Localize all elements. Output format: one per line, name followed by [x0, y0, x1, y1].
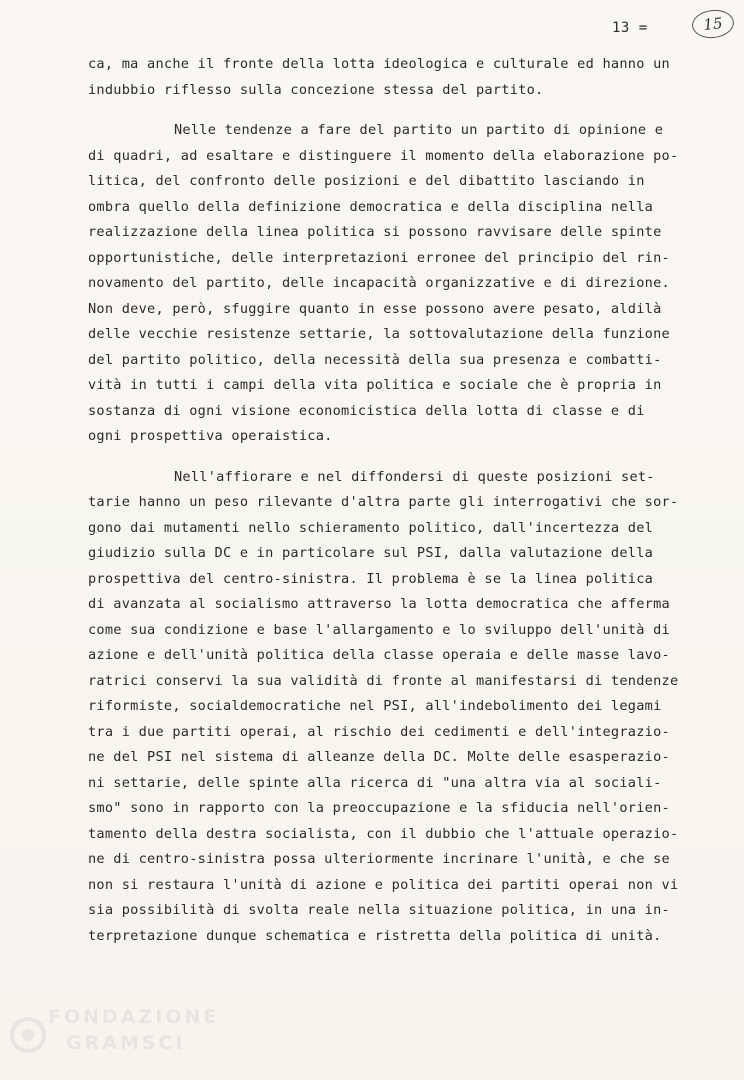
paragraph-2 [88, 118, 708, 450]
text-line: ne di centro-sinistra possa ulteriormente incrinare l'unità, e che se [88, 851, 670, 867]
text-line: prospettiva del centro-sinistra. Il problema è se la linea politica [88, 570, 654, 587]
text-line: sia possibilità di svolta reale nella situazione politica, in una in- [88, 902, 670, 918]
text-line: di avanzata al socialismo attraverso la lotta democratica che afferma [88, 596, 670, 612]
text-line: Non deve, però, sfuggire quanto in esse possono avere pesato, aldilà [88, 300, 662, 317]
text-line: opportunistiche, delle interpretazioni erronee del principio del rin- [88, 249, 670, 266]
text-line: Nell'affiorare e nel diffondersi di queste posizioni set- [174, 468, 655, 485]
watermark-logo [8, 1000, 220, 1070]
text-line: non si restaura l'unità di azione e politica dei partiti operai non vi [88, 876, 679, 893]
text-line: indubbio riflesso sulla concezione stessa del partito. [88, 81, 544, 98]
text-line: realizzazione della linea politica si possono ravvisare delle spinte [88, 224, 662, 240]
text-line: ratrici conservi la sua validità di fronte al manifestarsi di tendenze [88, 672, 679, 689]
watermark-line-1: FONDAZIONE [48, 1006, 220, 1028]
text-line: novamento del partito, delle incapacità organizzative e di direzione. [88, 275, 670, 291]
body-text [88, 52, 708, 964]
text-line: vità in tutti i campi della vita politica e sociale che è propria in [88, 377, 662, 393]
text-line: delle vecchie resistenze settarie, la sottovalutazione della funzione [88, 326, 670, 342]
text-line: ne del PSI nel sistema di alleanze della DC. Molte delle esasperazio- [88, 749, 670, 765]
text-line: sostanza di ogni visione economicistica della lotta di classe e di [88, 402, 645, 419]
text-line: azione e dell'unità politica della classe operaia e delle masse lavo- [88, 647, 670, 663]
paragraph-3 [88, 465, 708, 950]
text-line: come sua condizione e base l'allargamento e lo sviluppo dell'unità di [88, 621, 670, 638]
folio-number-circled: 15 [691, 8, 736, 40]
text-line: smo" sono in rapporto con la preoccupazione e la sfiducia nell'orien- [88, 800, 670, 816]
text-line: giudizio sulla DC e in particolare sul PSI, dalla valutazione della [88, 545, 654, 561]
text-line: litica, del confronto delle posizioni e del dibattito lasciando in [88, 173, 645, 189]
text-line: tarie hanno un peso rilevante d'altra parte gli interrogativi che sor- [88, 494, 679, 510]
paragraph-1 [88, 52, 708, 103]
text-line: ca, ma anche il fronte della lotta ideologica e culturale ed hanno un [88, 56, 670, 72]
text-line: tra i due partiti operai, al rischio dei cedimenti e dell'integrazio- [88, 723, 670, 740]
text-line: Nelle tendenze a fare del partito un partito di opinione e [174, 122, 664, 138]
text-line: ni settarie, delle spinte alla ricerca di "una altra via al sociali- [88, 774, 662, 791]
watermark-emblem-icon [8, 1010, 48, 1060]
page-number: 13 = [612, 20, 648, 36]
watermark-line-2: GRAMSCI [66, 1032, 186, 1054]
text-line: del partito politico, della necessità della sua presenza e combatti- [88, 351, 662, 368]
text-line: riformiste, socialdemocratiche nel PSI, all'indebolimento dei legami [88, 698, 662, 714]
text-line: ogni prospettiva operaistica. [88, 428, 333, 444]
text-line: gono dai mutamenti nello schieramento politico, dall'incertezza del [88, 519, 654, 536]
text-line: di quadri, ad esaltare e distinguere il momento della elaborazione po- [88, 147, 679, 164]
text-line: terpretazione dunque schematica e ristretta della politica di unità. [88, 927, 662, 944]
text-line: ombra quello della definizione democratica e della disciplina nella [88, 198, 654, 215]
text-line: tamento della destra socialista, con il dubbio che l'attuale operazio- [88, 825, 679, 842]
